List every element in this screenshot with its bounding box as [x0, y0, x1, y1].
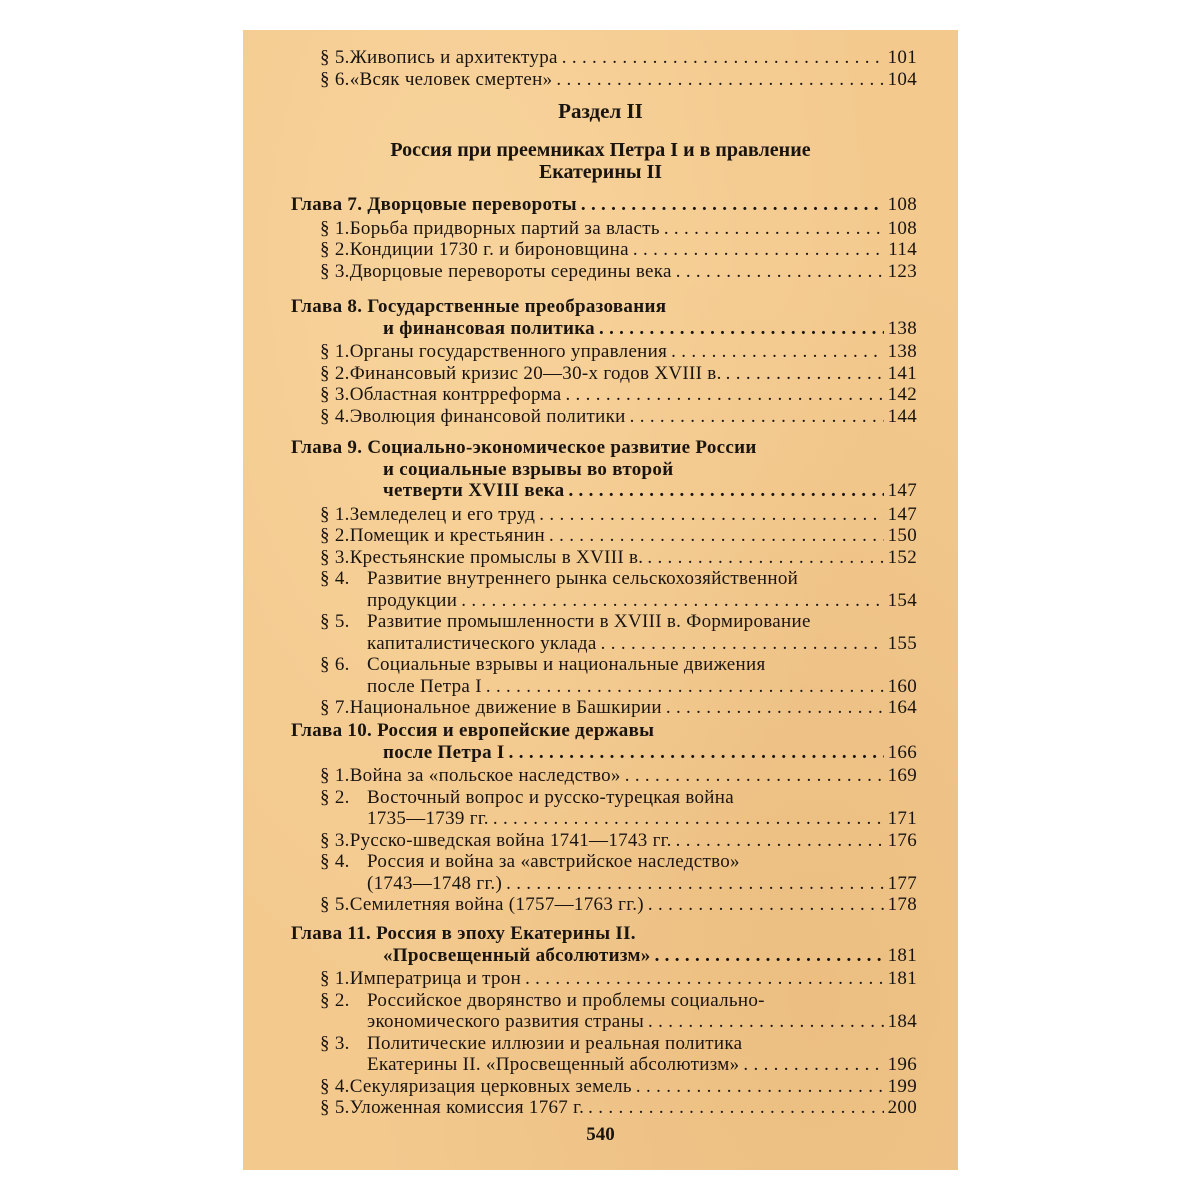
dot-leader	[493, 808, 884, 830]
chapter-heading-continued	[383, 480, 917, 502]
toc-section	[320, 525, 917, 547]
section-number: § 7.	[320, 697, 350, 718]
toc-section-continued	[367, 1011, 917, 1033]
chapter-title: Глава 10. Россия и европейские державы	[291, 720, 655, 741]
section-number: § 2.	[320, 525, 350, 546]
section-number: § 5.	[320, 1097, 350, 1118]
toc-section	[320, 1076, 917, 1098]
chapter-page: 166	[887, 741, 917, 763]
chapter-title: «Просвещенный абсолютизм»	[383, 944, 651, 966]
dot-leader	[506, 873, 883, 895]
section-title: Финансовый кризис 20—30-х годов XVIII в.	[349, 362, 722, 384]
section-number: § 4.	[320, 568, 350, 589]
dot-leader	[565, 384, 883, 406]
section-page: 150	[887, 525, 917, 546]
chapter-heading	[291, 194, 917, 216]
chapter-title: Глава 9. Социально-экономическое развитие России	[291, 437, 757, 458]
section-title: 1735—1739 гг.	[367, 808, 489, 829]
toc-section	[320, 341, 917, 363]
section-number: § 5.	[320, 611, 350, 632]
section-title: Земледелец и его труд	[349, 503, 536, 525]
section-title: Крестьянские промыслы в XVIII в.	[349, 546, 644, 568]
section-number: § 4.	[320, 851, 350, 872]
section-title: Помещик и крестьянин	[349, 525, 545, 546]
toc-section	[320, 47, 917, 69]
section-number: § 2.	[320, 239, 350, 260]
chapter-title: после Петра I	[383, 741, 505, 763]
dot-leader	[655, 945, 884, 967]
dot-leader	[664, 218, 884, 240]
toc-section	[320, 218, 917, 240]
section-title: Областная контрреформа	[349, 384, 562, 405]
section-title: Семилетняя война (1757—1763 гг.)	[349, 894, 644, 915]
section-number: § 1.	[320, 968, 350, 989]
section-page: 160	[887, 675, 917, 697]
section-number: § 6.	[320, 654, 350, 675]
toc-section	[320, 363, 917, 385]
toc-section	[320, 990, 917, 1012]
section-page: 169	[887, 765, 917, 786]
toc-section	[320, 568, 917, 590]
section-page: 178	[887, 894, 917, 915]
section-title: Восточный вопрос и русско-турецкая война	[367, 786, 734, 808]
section-page: 181	[887, 968, 917, 989]
dot-leader	[588, 1097, 883, 1119]
section-number: § 3.	[320, 384, 350, 405]
section-title: Социальные взрывы и национальные движения	[367, 654, 766, 675]
section-page: 177	[887, 872, 917, 894]
chapter-title: и социальные взрывы во второй	[383, 458, 674, 480]
dot-leader	[568, 480, 883, 502]
page-number: 540	[586, 1124, 615, 1145]
section-title: капиталистического уклада	[367, 632, 597, 654]
section-number: § 1.	[320, 765, 350, 786]
toc-section	[320, 697, 917, 719]
dot-leader	[676, 830, 884, 852]
section-title: Уложенная комиссия 1767 г.	[349, 1097, 585, 1118]
dot-leader	[539, 504, 883, 526]
dot-leader	[647, 547, 883, 569]
section-number: § 5.	[320, 47, 350, 68]
chapter-page: 181	[887, 944, 917, 966]
section-page: 200	[887, 1097, 917, 1118]
toc-section	[320, 894, 917, 916]
section-title: Политические иллюзии и реальная политика	[367, 1032, 743, 1054]
section-page: 171	[887, 808, 917, 829]
toc-section	[320, 611, 917, 633]
dot-leader	[630, 406, 884, 428]
section-number: § 4.	[320, 405, 350, 427]
toc-section	[320, 654, 917, 676]
toc-section	[320, 384, 917, 406]
dot-leader	[671, 341, 883, 363]
section-page: 144	[887, 405, 917, 427]
chapter-title: Глава 11. Россия в эпоху Екатерины II.	[291, 923, 636, 944]
section-number: § 3.	[320, 260, 350, 282]
section-page: 142	[887, 384, 917, 405]
section-page: 176	[887, 829, 917, 851]
chapter-page: 108	[887, 194, 917, 215]
section-title: Эволюция финансовой политики	[349, 405, 626, 427]
section-page: 141	[887, 362, 917, 384]
section-title: (1743—1748 гг.)	[367, 872, 503, 894]
toc-section	[320, 1097, 917, 1119]
section-number: § 1.	[320, 341, 350, 362]
section-title: Война за «польское наследство»	[349, 765, 621, 786]
section-page: 108	[887, 217, 917, 239]
section-number: § 1.	[320, 217, 350, 239]
toc-section	[320, 765, 917, 787]
chapter-heading-continued	[383, 318, 917, 340]
chapter-heading-continued	[383, 945, 917, 967]
dot-leader	[461, 590, 883, 612]
toc-section	[320, 504, 917, 526]
section-title: Дворцовые перевороты середины века	[349, 260, 672, 282]
chapter-title: четверти XVIII века	[383, 480, 565, 501]
dot-leader	[633, 239, 884, 261]
section-number: § 2.	[320, 362, 350, 384]
section-title: Борьба придворных партий за власть	[349, 217, 660, 239]
section-page: 147	[887, 503, 917, 525]
section-title: экономического развития страны	[367, 1011, 645, 1032]
section-title: Национальное движение в Башкирии	[349, 697, 662, 718]
section-title: Русско-шведская война 1741—1743 гг.	[349, 829, 672, 851]
dot-leader	[549, 525, 884, 547]
toc-section-continued	[367, 808, 917, 830]
chapter-page: 147	[887, 480, 917, 501]
section-number: § 3.	[320, 1032, 350, 1054]
dot-leader	[666, 697, 884, 719]
dot-leader	[625, 765, 884, 787]
chapter-title: и финансовая политика	[383, 317, 595, 339]
dot-leader	[743, 1054, 883, 1076]
toc-section-continued	[367, 873, 917, 895]
dot-leader	[636, 1076, 884, 1098]
section-page: 123	[887, 260, 917, 282]
section-title: Секуляризация церковных земель	[349, 1075, 632, 1097]
chapter-heading-continued	[383, 742, 917, 764]
chapter-heading	[291, 296, 917, 318]
section-page: 101	[887, 47, 917, 68]
toc-section	[320, 406, 917, 428]
section-number: § 2.	[320, 786, 350, 808]
toc-section-continued	[367, 1054, 917, 1076]
dot-leader	[525, 968, 884, 990]
section-title: Российское дворянство и проблемы социально-	[367, 989, 765, 1011]
section-page: 152	[887, 546, 917, 568]
section-title: Развитие внутреннего рынка сельскохозяйственной	[367, 568, 799, 589]
part-label: Раздел II	[558, 99, 643, 123]
toc-section-continued	[367, 633, 917, 655]
toc-section	[320, 787, 917, 809]
chapter-heading	[291, 437, 917, 459]
section-title: «Всяк человек смертен»	[349, 68, 553, 90]
section-number: § 1.	[320, 503, 350, 525]
section-title: Кондиции 1730 г. и бироновщина	[349, 239, 629, 260]
section-title: после Петра I	[367, 675, 482, 697]
section-number: § 2.	[320, 989, 350, 1011]
toc-section	[320, 851, 917, 873]
section-page: 155	[887, 632, 917, 654]
toc-section	[320, 239, 917, 261]
section-title: Екатерины II. «Просвещенный абсолютизм»	[367, 1054, 740, 1075]
dot-leader	[556, 69, 883, 91]
section-title: Развитие промышленности в XVIII в. Формирование	[367, 611, 811, 632]
toc-section	[320, 261, 917, 283]
dot-leader	[601, 633, 884, 655]
chapter-heading	[291, 720, 917, 742]
section-page: 154	[887, 589, 917, 611]
section-page: 114	[888, 239, 917, 260]
section-page: 196	[887, 1054, 917, 1075]
toc-section-continued	[367, 676, 917, 698]
dot-leader	[648, 1011, 884, 1033]
section-title: Органы государственного управления	[349, 341, 668, 362]
dot-leader	[726, 363, 884, 385]
toc-section	[320, 1033, 917, 1055]
toc-section-continued	[367, 590, 917, 612]
section-number: § 5.	[320, 894, 350, 915]
section-number: § 3.	[320, 829, 350, 851]
dot-leader	[562, 47, 884, 69]
section-page: 138	[887, 341, 917, 362]
dot-leader	[509, 742, 884, 764]
section-page: 164	[887, 697, 917, 718]
dot-leader	[486, 676, 884, 698]
section-page: 199	[887, 1075, 917, 1097]
chapter-heading	[291, 923, 917, 945]
dot-leader	[599, 318, 884, 340]
toc-section	[320, 547, 917, 569]
chapter-title: Глава 8. Государственные преобразования	[291, 296, 667, 317]
dot-leader	[648, 894, 884, 916]
section-title: Императрица и трон	[349, 968, 522, 989]
section-number: § 6.	[320, 68, 350, 90]
dot-leader	[581, 194, 884, 216]
toc-section	[320, 830, 917, 852]
part-title-line-1: Россия при преемниках Петра I и в правление	[390, 139, 811, 161]
chapter-page: 138	[887, 317, 917, 339]
toc-section	[320, 69, 917, 91]
section-title: продукции	[367, 589, 458, 611]
section-page: 184	[887, 1011, 917, 1032]
toc-section	[320, 968, 917, 990]
section-page: 104	[887, 68, 917, 90]
dot-leader	[676, 261, 884, 283]
chapter-heading-continued	[383, 459, 917, 481]
section-title: Россия и война за «австрийское наследство»	[367, 851, 740, 872]
section-title: Живопись и архитектура	[349, 47, 558, 68]
section-number: § 3.	[320, 546, 350, 568]
part-title-line-2: Екатерины II	[538, 161, 663, 183]
chapter-title: Глава 7. Дворцовые перевороты	[291, 194, 577, 215]
section-number: § 4.	[320, 1075, 350, 1097]
